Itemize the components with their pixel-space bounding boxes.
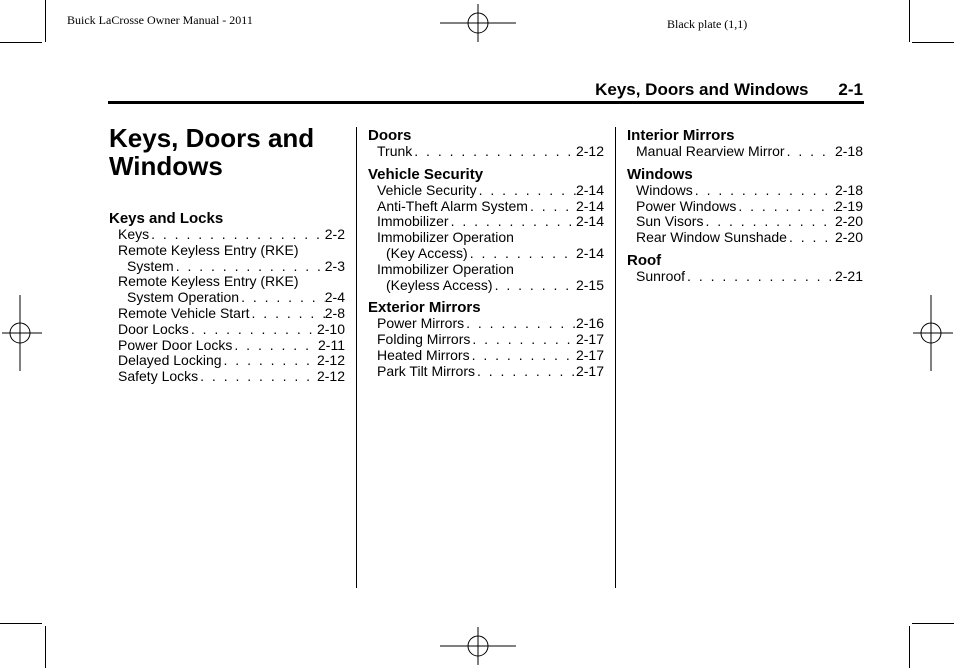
registration-mark-top [440, 4, 516, 42]
chapter-title: Keys, Doors and Windows [109, 123, 315, 181]
toc-entry-page: 2-14 [575, 197, 604, 214]
crop-mark [0, 42, 42, 43]
dot-leader [736, 199, 835, 215]
dot-leader [685, 269, 835, 285]
toc-entry-label: Anti-Theft Alarm System [377, 197, 528, 214]
dot-leader [470, 348, 576, 364]
toc-entry-label: Remote Vehicle Start [118, 304, 250, 321]
toc-entry-label: Immobilizer [377, 213, 449, 230]
toc-entry[interactable] [368, 230, 604, 262]
running-head [595, 80, 863, 100]
dot-leader [477, 183, 576, 199]
dot-leader [475, 364, 576, 380]
toc-entry[interactable] [368, 199, 604, 215]
dot-leader [222, 353, 317, 369]
toc-entry-page: 2-17 [575, 362, 604, 379]
running-head-title: Keys, Doors and Windows [595, 80, 809, 99]
crop-mark [45, 626, 46, 668]
toc-section-heading: Doors [368, 127, 412, 144]
dot-leader [189, 322, 317, 338]
toc-entry-label: Immobilizer Operation [377, 229, 514, 246]
toc-entry-page: 2-12 [575, 143, 604, 159]
plate-label-right: Black plate (1,1) [667, 17, 748, 31]
toc-entry-page: 2-2 [324, 226, 345, 242]
registration-mark-left [2, 295, 42, 371]
toc-entry-page: 2-20 [834, 213, 863, 230]
dot-leader [468, 246, 576, 262]
toc-entry-page: 2-19 [834, 197, 863, 214]
toc-section [627, 127, 863, 160]
toc-entry-label: Remote Keyless Entry (RKE) [118, 241, 299, 258]
dot-leader [785, 144, 835, 160]
toc-entry[interactable] [627, 214, 863, 230]
toc-section-heading: Exterior Mirrors [368, 299, 481, 317]
toc-section [627, 166, 863, 246]
toc-entry-label: Sunroof [636, 267, 686, 284]
dot-leader [239, 290, 325, 306]
toc-entry[interactable] [368, 214, 604, 230]
toc-entry-page: 2-14 [575, 244, 604, 261]
toc-section-heading: Keys and Locks [109, 210, 224, 227]
toc-entry[interactable] [368, 348, 604, 364]
column-divider [356, 127, 357, 588]
toc-entry-label-continued: (Keyless Access) [386, 276, 493, 293]
toc-entry-label: Remote Keyless Entry (RKE) [118, 273, 299, 290]
toc-entry-label: Manual Rearview Mirror [636, 143, 785, 159]
toc-entry-page: 2-10 [316, 320, 345, 337]
toc-entry-label: Folding Mirrors [377, 331, 471, 348]
dot-leader [449, 214, 576, 230]
toc-entry-page: 2-4 [324, 289, 345, 306]
toc-section [109, 210, 345, 385]
dot-leader [528, 199, 576, 215]
toc-entry-page: 2-8 [324, 304, 345, 321]
toc-entry-label: Power Windows [636, 197, 737, 214]
toc-entry-label: Windows [636, 181, 693, 198]
toc-section [368, 127, 604, 160]
toc-entry-page: 2-20 [834, 229, 863, 246]
toc-entry-label: Sun Visors [636, 213, 704, 230]
toc-entry[interactable] [368, 364, 604, 380]
toc-entry-page: 2-3 [324, 257, 345, 274]
toc-entry-label: Delayed Locking [118, 352, 222, 369]
dot-leader [250, 306, 325, 322]
toc-entry[interactable] [627, 183, 863, 199]
toc-entry-page: 2-18 [834, 143, 863, 159]
crop-mark [912, 42, 954, 43]
registration-mark-bottom [440, 627, 516, 665]
dot-leader [149, 227, 325, 243]
toc-entry[interactable] [368, 144, 604, 160]
registration-mark-right [913, 295, 953, 371]
toc-entry-page: 2-21 [834, 267, 863, 284]
toc-entry-page: 2-11 [318, 336, 345, 353]
crop-mark [909, 0, 910, 42]
toc-entry[interactable] [109, 369, 345, 385]
plate-label-left: Buick LaCrosse Owner Manual - 2011 [67, 13, 253, 27]
toc-section [627, 252, 863, 285]
toc-entry-page: 2-14 [575, 213, 604, 230]
toc-section-heading: Windows [627, 165, 693, 183]
crop-mark [909, 626, 910, 668]
toc-entry-label: Heated Mirrors [377, 346, 470, 363]
toc-entry[interactable] [368, 332, 604, 348]
toc-column-3 [627, 127, 863, 291]
toc-entry-page: 2-18 [834, 181, 863, 198]
toc-section-heading: Vehicle Security [368, 165, 484, 183]
toc-entry[interactable] [109, 353, 345, 369]
toc-entry[interactable] [627, 199, 863, 215]
dot-leader [470, 332, 576, 348]
toc-entry[interactable] [627, 269, 863, 285]
toc-entry-label: Safety Locks [118, 368, 199, 385]
toc-entry-label-continued: System [127, 257, 174, 274]
toc-section [368, 166, 604, 294]
toc-column-1 [109, 210, 345, 391]
dot-leader [174, 259, 325, 275]
crop-mark [912, 623, 954, 624]
toc-entry[interactable] [627, 230, 863, 246]
toc-entry-page: 2-16 [575, 315, 604, 332]
toc-entry-label: Immobilizer Operation [377, 260, 514, 277]
toc-section [368, 299, 604, 379]
dot-leader [693, 183, 835, 199]
toc-entry[interactable] [109, 227, 345, 243]
toc-entry-page: 2-12 [316, 352, 345, 369]
toc-entry[interactable] [368, 262, 604, 294]
dot-leader [787, 230, 835, 246]
toc-column-2 [368, 127, 604, 386]
running-head-page: 2-1 [838, 80, 863, 99]
dot-leader [493, 278, 576, 294]
toc-entry-page: 2-14 [575, 181, 604, 198]
toc-section-heading: Roof [627, 251, 662, 269]
toc-entry-label: Rear Window Sunshade [636, 229, 787, 246]
column-divider [615, 127, 616, 588]
header-rule [108, 101, 864, 104]
toc-entry-label-continued: (Key Access) [386, 244, 468, 261]
toc-entry-label: Power Door Locks [118, 336, 233, 353]
dot-leader [232, 338, 318, 354]
dot-leader [198, 369, 317, 385]
toc-entry-label: Door Locks [118, 320, 189, 337]
toc-entry[interactable] [109, 243, 345, 275]
dot-leader [464, 316, 576, 332]
toc-entry-label: Vehicle Security [377, 181, 477, 198]
toc-entry-label-continued: System Operation [127, 289, 240, 306]
toc-section-heading: Interior Mirrors [627, 127, 735, 144]
toc-entry-page: 2-15 [575, 276, 604, 293]
toc-entry[interactable] [109, 338, 345, 354]
toc-entry[interactable] [109, 306, 345, 322]
toc-entry[interactable] [627, 144, 863, 160]
toc-entry-label: Keys [118, 226, 150, 242]
toc-entry-label: Park Tilt Mirrors [377, 362, 475, 379]
toc-entry[interactable] [368, 316, 604, 332]
toc-entry-page: 2-12 [316, 368, 345, 385]
toc-entry[interactable] [368, 183, 604, 199]
dot-leader [412, 144, 576, 160]
toc-entry-page: 2-17 [575, 346, 604, 363]
toc-entry-page: 2-17 [575, 331, 604, 348]
toc-entry[interactable] [109, 274, 345, 306]
dot-leader [703, 214, 835, 230]
toc-entry-label: Power Mirrors [377, 315, 465, 332]
toc-entry[interactable] [109, 322, 345, 338]
crop-mark [0, 623, 42, 624]
toc-entry-label: Trunk [377, 143, 413, 159]
crop-mark [45, 0, 46, 42]
